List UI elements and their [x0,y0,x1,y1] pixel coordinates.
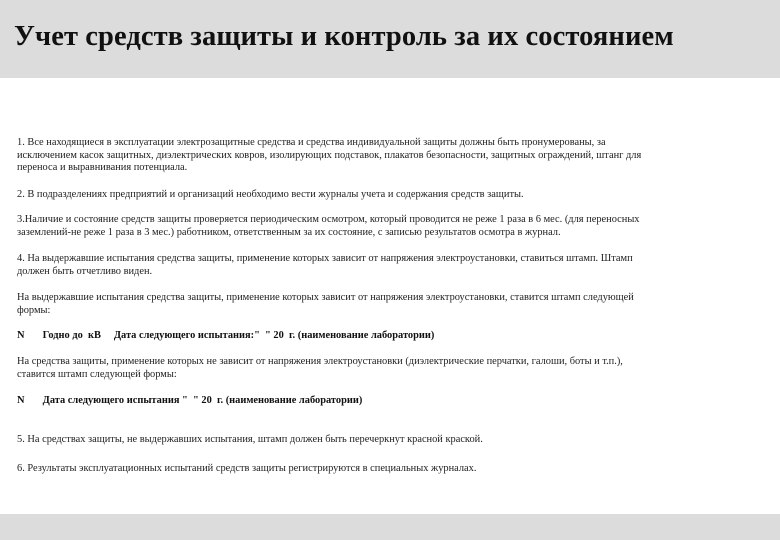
paragraph-8 [17,463,476,476]
text-line: На выдержавшие испытания средства защиты, применение которых зависит от напряжения электроустановки, ставится штамп следующей [17,292,634,303]
title-bar [0,0,780,78]
text-line: формы: [17,304,51,316]
text-line: должен быть отчетливо виден. [17,265,153,277]
text-line: переноса и выравнивания потенциала. [17,162,188,173]
paragraph-5 [17,292,634,317]
paragraph-4 [17,253,633,278]
text-line: 4. На выдержавшие испытания средства защиты, применение которых зависит от напряжения электроустановки, ставиться штамп. Штамп [17,253,633,264]
paragraph-2 [17,189,524,202]
text-line: заземлений-не реже 1 раза в 3 мес.) работником, ответственным за их состояние, с записью результатов осмотра в журнал. [17,226,561,238]
paragraph-7 [17,434,483,447]
text-line: 1. Все находящиеся в эксплуатации электрозащитные средства и средства индивидуальной защиты должны быть пронумерованы, за [17,137,606,148]
paragraph-1 [17,137,641,175]
stamp-form-1: N Годно до кВ Дата следующего испытания:" " 20 г. (наименование лаборатории) [17,330,435,341]
text-line: На средства защиты, применение которых не зависит от напряжения электроустановки (диэлектрические перчатки, галоши, боты и т.п.), [17,356,623,367]
text-line: 6. Результаты эксплуатационных испытаний средств защиты регистрируются в специальных журналах. [17,463,477,474]
text-line: 3.Наличие и состояние средств защиты проверяется периодическим осмотром, который проводится не реже 1 раза в 6 мес. (для переносных [17,214,640,225]
text-line: 2. В подразделениях предприятий и организаций необходимо вести журналы учета и содержания средств защиты. [17,189,524,200]
paragraph-3 [17,214,640,239]
page-title: Учет средств защиты и контроль за их состоянием [14,21,674,52]
bottom-bar [0,514,780,540]
stamp-form-2: N Дата следующего испытания " " 20 г. (наименование лаборатории) [17,395,363,406]
text-line: 5. На средствах защиты, не выдержавших испытания, штамп должен быть перечеркнут красной краской. [17,434,483,445]
text-line: исключением касок защитных, диэлектрических ковров, изолирующих подставок, плакатов безопасности, защитных ограждений, штанг для [17,149,642,161]
paragraph-6 [17,356,623,381]
text-line: ставится штамп следующей формы: [17,368,177,380]
